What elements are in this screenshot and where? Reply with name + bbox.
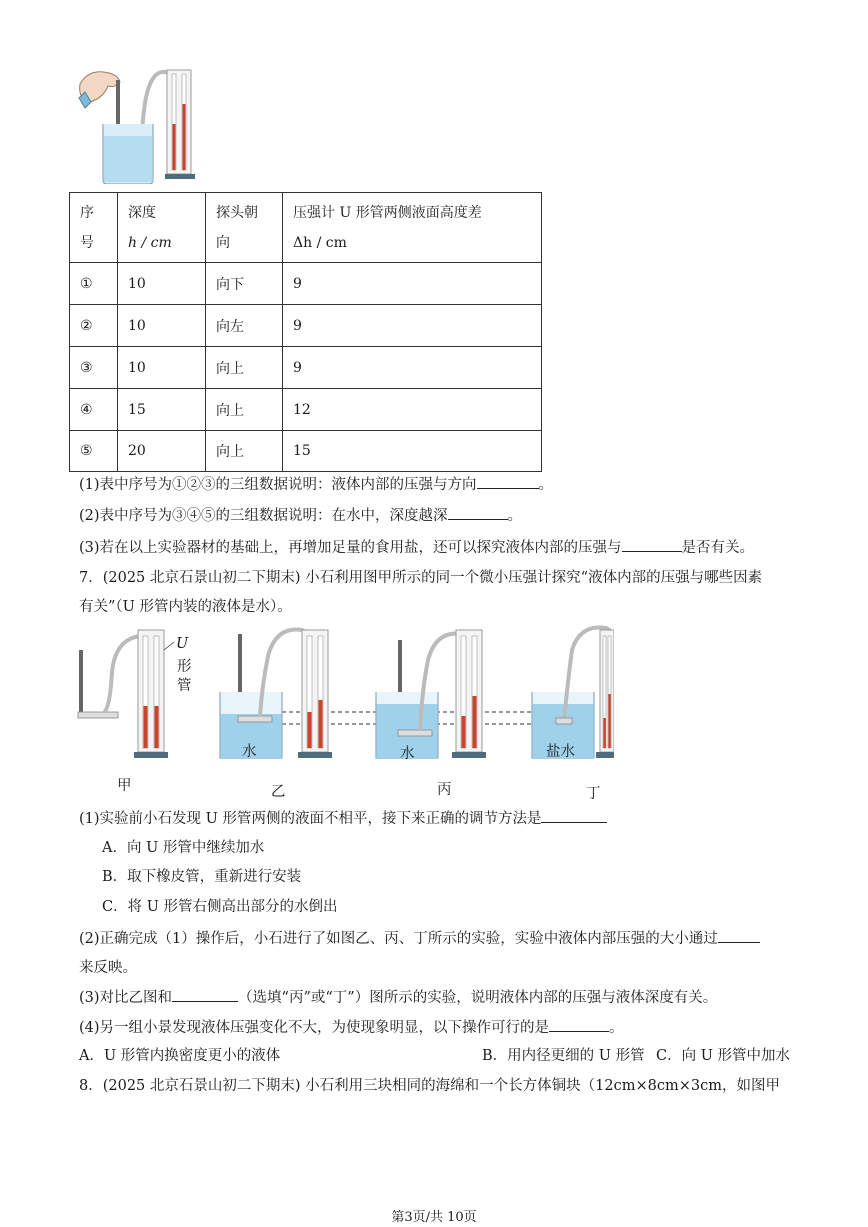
q7-part4 [79, 1017, 624, 1038]
answer-blank[interactable] [541, 808, 607, 823]
cell-depth: 10 [118, 305, 206, 347]
cell-depth: 10 [118, 347, 206, 389]
q7-option-c: C．将 U 形管右侧高出部分的水倒出 [102, 899, 338, 915]
fig-caption-jia: 甲 [117, 778, 132, 794]
q7-part2-line2: 来反映。 [79, 960, 137, 976]
page-footer: 第3页/共 10页 [391, 1210, 477, 1225]
header-text: 深度 [128, 204, 156, 221]
header-text: h / cm [128, 234, 172, 251]
table-row [70, 431, 542, 472]
cell-direction: 向上 [206, 389, 283, 431]
q8-stem: 8．(2025 北京石景山初二下期末) 小石利用三块相同的海绵和一个长方体铜块（12cm×8cm×3cm，如图甲 [79, 1078, 780, 1094]
cell-index: ⑤ [70, 431, 118, 472]
q7-apparatus-figure [74, 620, 614, 770]
q7-part4-end: 。 [609, 1020, 624, 1036]
cell-depth: 15 [118, 389, 206, 431]
header-text: 号 [80, 234, 94, 251]
fig-caption-bing: 丙 [437, 782, 452, 798]
q6-part1-end: 。 [538, 477, 554, 493]
cell-diff: 9 [283, 305, 542, 347]
header-text: 压强计 U 形管两侧液面高度差 [293, 204, 482, 221]
answer-blank[interactable] [718, 928, 760, 943]
q6-part1-text: (1)表中序号为①②③的三组数据说明：液体内部的压强与方向 [79, 477, 477, 493]
q7-part3 [79, 987, 717, 1008]
answer-blank[interactable] [477, 474, 539, 489]
q6-part3-text: (3)若在以上实验器材的基础上，再增加足量的食用盐，还可以探究液体内部的压强与 [79, 540, 622, 556]
fig-utube-label: 形 [177, 659, 192, 675]
answer-blank[interactable] [172, 987, 238, 1002]
cell-diff: 9 [283, 263, 542, 305]
table-header-row [70, 193, 542, 263]
fig-water-label: 水 [242, 744, 257, 760]
cell-diff: 12 [283, 389, 542, 431]
answer-blank[interactable] [448, 505, 508, 520]
fig-saltwater-label: 盐水 [546, 744, 575, 760]
q7-part4-option-c: C．向 U 形管中加水 [656, 1048, 791, 1064]
q7-part2-text: (2)正确完成（1）操作后，小石进行了如图乙、丙、丁所示的实验，实验中液体内部压强的大小通过 [79, 931, 718, 947]
q6-part2-end: 。 [507, 508, 523, 524]
header-text: 序 [80, 204, 94, 221]
q6-part1 [79, 474, 553, 495]
header-text: Δh / cm [293, 234, 347, 251]
cell-direction: 向左 [206, 305, 283, 347]
q7-part4-option-b: B．用内径更细的 U 形管 [482, 1048, 645, 1064]
q7-part4-option-a: A．U 形管内换密度更小的液体 [79, 1048, 281, 1064]
q7-part3-text: (3)对比乙图和 [79, 990, 173, 1006]
header-text: 探头朝 [216, 204, 258, 221]
data-table [69, 192, 542, 472]
q7-part2 [79, 928, 760, 949]
q7-stem-line2: 有关”（U 形管内装的液体是水）。 [79, 599, 292, 615]
table-row [70, 305, 542, 347]
cell-index: ③ [70, 347, 118, 389]
answer-blank[interactable] [622, 537, 682, 552]
fig-caption-ding: 丁 [586, 786, 601, 802]
cell-index: ④ [70, 389, 118, 431]
cell-index: ② [70, 305, 118, 347]
q6-part2 [79, 505, 522, 526]
q7-part1 [79, 808, 607, 829]
q7-stem-line1: 7．(2025 北京石景山初二下期末) 小石利用图甲所示的同一个微小压强计探究“液体内部的压强与哪些因素 [79, 570, 763, 586]
answer-blank[interactable] [549, 1017, 609, 1032]
cell-diff: 9 [283, 347, 542, 389]
cell-diff: 15 [283, 431, 542, 472]
table-row [70, 347, 542, 389]
cell-depth: 20 [118, 431, 206, 472]
cell-depth: 10 [118, 263, 206, 305]
fig-water-label: 水 [400, 746, 415, 762]
fig-caption-yi: 乙 [271, 784, 286, 800]
q6-part3 [79, 537, 754, 558]
cell-direction: 向下 [206, 263, 283, 305]
q6-part3-end: 是否有关。 [681, 540, 755, 556]
header-cell-index [70, 193, 118, 263]
table-row [70, 263, 542, 305]
table-row [70, 389, 542, 431]
top-apparatus-figure [75, 64, 205, 184]
q7-option-b: B．取下橡皮管，重新进行安装 [102, 869, 302, 885]
fig-utube-label: U [176, 636, 189, 652]
cell-direction: 向上 [206, 347, 283, 389]
cell-direction: 向上 [206, 431, 283, 472]
header-text: 向 [216, 234, 230, 251]
fig-utube-label: 管 [177, 678, 192, 694]
q6-part2-text: (2)表中序号为③④⑤的三组数据说明：在水中，深度越深 [79, 508, 448, 524]
header-cell-height-diff [283, 193, 542, 263]
q7-part3-end: （选填“丙”或“丁”）图所示的实验，说明液体内部的压强与液体深度有关。 [238, 990, 718, 1006]
header-cell-direction [206, 193, 283, 263]
header-cell-depth [118, 193, 206, 263]
q7-part4-text: (4)另一组小景发现液体压强变化不大，为使现象明显，以下操作可行的是 [79, 1020, 550, 1036]
cell-index: ① [70, 263, 118, 305]
q7-option-a: A．向 U 形管中继续加水 [102, 840, 265, 856]
q7-part1-text: (1)实验前小石发现 U 形管两侧的液面不相平，接下来正确的调节方法是 [79, 811, 542, 827]
